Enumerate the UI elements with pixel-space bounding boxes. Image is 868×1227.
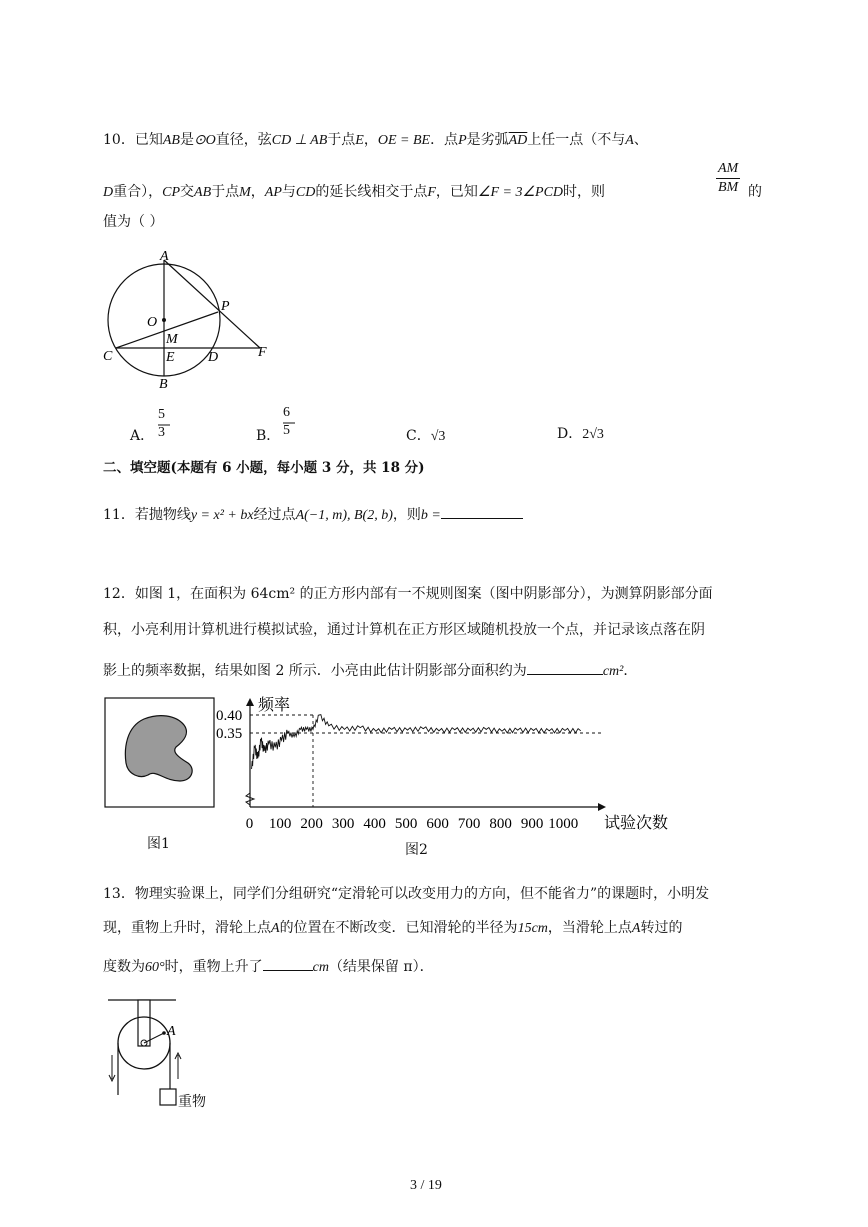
q12-answer-blank	[527, 660, 603, 675]
q13-answer-blank	[263, 956, 313, 971]
q12-frequency-chart	[212, 692, 682, 832]
label-o: O	[147, 315, 158, 330]
label-a: A	[160, 249, 169, 264]
q13-line1: 13．物理实验课上，同学们分组研究“定滑轮可以改变用力的方向，但不能省力”的课题时，小明发	[103, 886, 710, 902]
x-tick-label: 600	[426, 816, 449, 832]
x-tick-label: 300	[331, 816, 355, 832]
frequency-series-line	[252, 715, 581, 769]
option-a-fraction-bar	[158, 424, 170, 426]
option-b-fraction: 6 5	[283, 405, 290, 438]
label-f: F	[258, 345, 267, 360]
label-c: C	[103, 349, 113, 364]
q11-line: 11．若抛物线y = x² + bx经过点A(−1, m), B(2, b)，则b =	[103, 504, 523, 526]
q12-line1: 12．如图 1，在面积为 64cm² 的正方形内部有一不规则图案（图中阴影部分），为测算阴影部分面	[103, 586, 713, 602]
q12-line2: 积，小亮利用计算机进行模拟试验，通过计算机在正方形区域随机投放一个点，并记录该点落在阴	[103, 622, 705, 638]
x-axis-label: 试验次数	[604, 815, 669, 832]
q10-ratio-fraction: $\frac{AM}{BM}$	[718, 161, 739, 195]
label-d: D	[208, 350, 219, 365]
x-tick-label: 0	[245, 816, 254, 832]
x-tick-label: 200	[300, 816, 323, 832]
center-dot	[162, 318, 166, 322]
q10-ratio-suffix: 的	[748, 184, 762, 200]
q13-line2: 现，重物上升时，滑轮上点A的位置在不断改变．已知滑轮的半径为15cm，当滑轮上点A转过的	[103, 920, 683, 936]
q10-line2: D重合），CP交AB于点M，AP与CD的延长线相交于点F，已知∠F = 3∠PCD时，则	[103, 184, 606, 200]
q11-answer-blank	[441, 504, 523, 519]
label-b: B	[159, 377, 168, 392]
weight-label: 重物	[178, 1094, 206, 1110]
weight-box	[160, 1089, 176, 1105]
q13-line3: 度数为60°时，重物上升了 cm（结果保留 π）．	[103, 956, 434, 978]
y-tick-label: 0.40	[216, 708, 243, 724]
q13-pulley-figure	[100, 995, 240, 1115]
y-axis-label: 频率	[258, 697, 291, 714]
section-heading: 二、填空题(本题有 6 小题，每小题 3 分，共 18 分)	[103, 460, 425, 476]
x-tick-label: 800	[489, 816, 512, 832]
q12-line3: 影上的频率数据，结果如图 2 所示．小亮由此估计阴影部分面积约为 cm²．	[103, 660, 637, 682]
x-tick-label: 1000	[548, 816, 579, 832]
option-b-label: B．	[256, 428, 281, 444]
x-tick-label: 400	[363, 816, 386, 832]
q10-line3: 值为（ ）	[103, 214, 164, 230]
pulley-label-a: A	[167, 1024, 176, 1039]
option-a-label: A．	[130, 428, 155, 444]
option-a-fraction: 5 3	[158, 407, 165, 440]
y-tick-label: 0.35	[216, 726, 243, 742]
option-c: C．√3	[406, 428, 446, 444]
q12-figure1-square	[104, 697, 216, 809]
q10-line1: 10．已知AB是⊙O直径，弦CD ⊥ AB于点E，OE = BE．点P是劣弧$\overline{AD}$上任一点（不与A、	[103, 132, 648, 148]
option-d: D．2√3	[557, 426, 604, 442]
fig2-caption: 图2	[405, 842, 428, 858]
x-axis-arrow	[598, 803, 606, 811]
q10-circle-figure	[100, 248, 280, 393]
label-p: P	[221, 299, 230, 314]
point-a	[162, 1031, 166, 1035]
fig1-caption: 图1	[147, 836, 170, 852]
y-axis-arrow	[246, 698, 254, 706]
line-ap-f	[164, 260, 260, 348]
pulley-bracket	[138, 1000, 150, 1046]
label-e: E	[166, 350, 175, 365]
x-tick-label: 700	[457, 816, 481, 832]
x-tick-label: 900	[520, 816, 544, 832]
page-number: 3 / 19	[410, 1178, 442, 1193]
x-tick-label: 100	[268, 816, 292, 832]
option-b-fraction-bar	[283, 422, 295, 424]
label-m: M	[166, 332, 178, 347]
x-tick-label: 500	[394, 816, 418, 832]
